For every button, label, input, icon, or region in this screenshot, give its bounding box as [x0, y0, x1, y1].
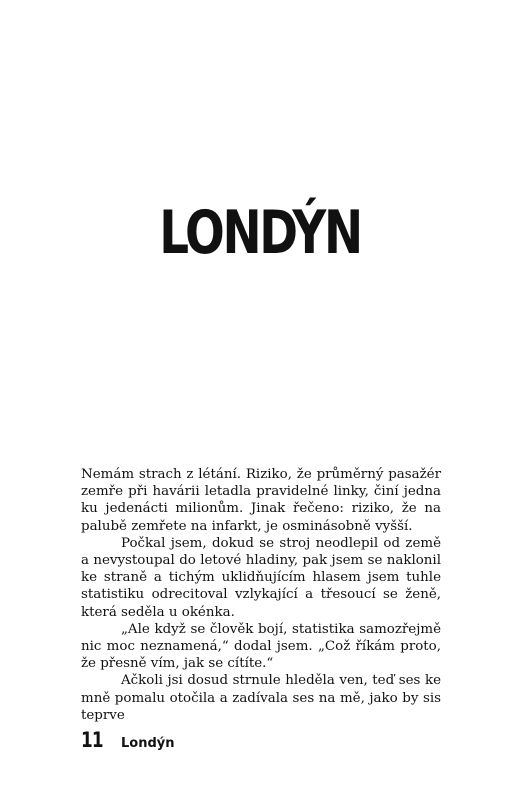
page-footer — [81, 728, 175, 752]
paragraph-4: Ačkoli jsi dosud strnule hleděla ven, teď ses ke mně pomalu otočila a zadívala ses na mě, jako by sis teprve — [81, 673, 441, 723]
chapter-title: LONDÝN — [159, 198, 361, 268]
paragraph-2: Počkal jsem, dokud se stroj neodlepil od země a nevystoupal do letové hladiny, pak jsem se naklonil ke straně a tichým uklidňujícím hlasem jsem tuhle statistiku odrecitoval vzlykající a třesoucí se ženě, která seděla u okénka. — [81, 535, 441, 620]
paragraph-1: Nemám strach z létání. Riziko, že průměrný pasažér zemře při havárii letadla pravidelné linky, činí jedna ku jedenácti milionům. Jinak řečeno: riziko, že na palubě zemřete na infarkt, je osminásobně vyšší. — [81, 467, 441, 534]
paragraph-3: „Ale když se člověk bojí, statistika samozřejmě nic moc neznamená,“ dodal jsem. „Což říkám proto, že přesně vím, jak se cítíte.“ — [81, 621, 441, 672]
running-title: Londýn — [121, 736, 175, 751]
body-text — [81, 466, 441, 724]
page-number: 11 — [81, 728, 103, 752]
